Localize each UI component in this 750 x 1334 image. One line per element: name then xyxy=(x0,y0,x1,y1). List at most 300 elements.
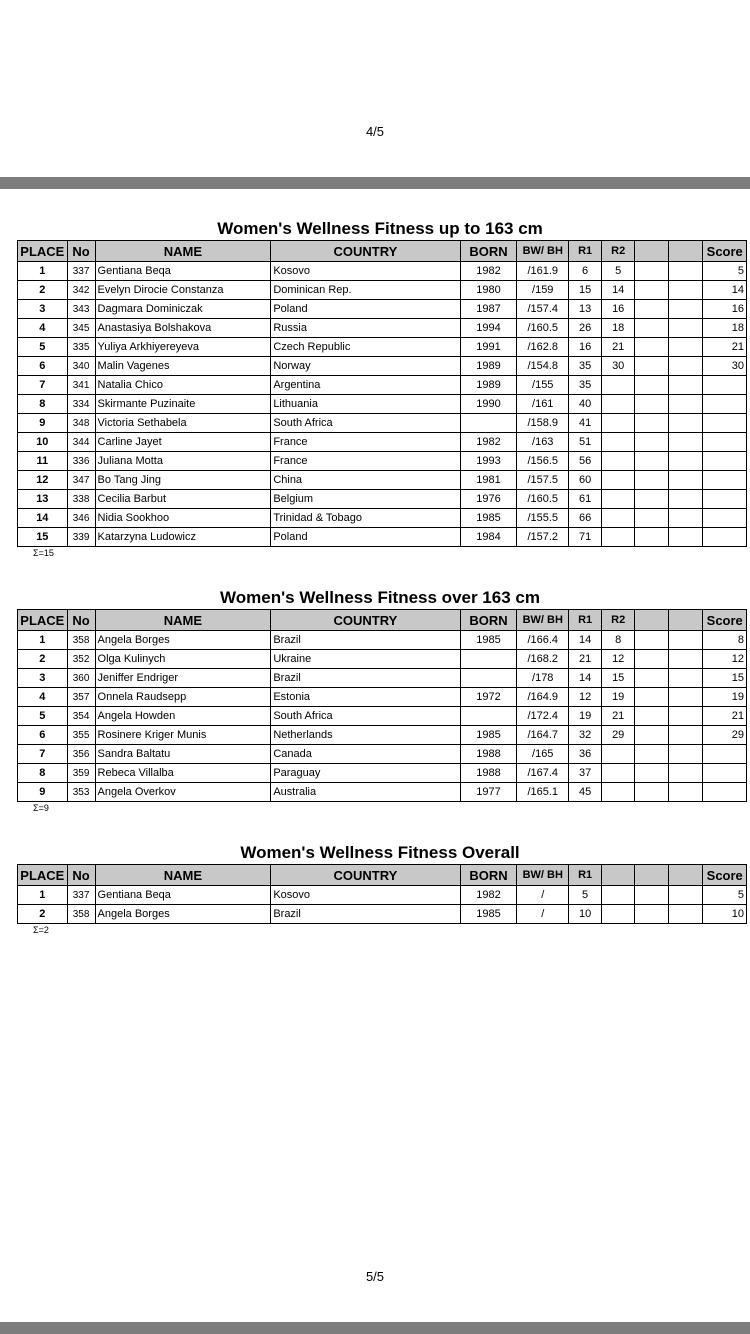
place-cell: 4 xyxy=(18,688,68,707)
score-cell xyxy=(703,414,747,433)
table-row xyxy=(18,395,747,414)
header-blank xyxy=(669,241,703,262)
place-cell: 2 xyxy=(18,281,68,300)
header-score: Score xyxy=(703,241,747,262)
r2-cell xyxy=(602,745,635,764)
table-row xyxy=(18,783,747,802)
number-cell: 354 xyxy=(67,707,95,726)
r1-cell: 21 xyxy=(569,650,602,669)
r1-cell: 26 xyxy=(569,319,602,338)
place-cell: 8 xyxy=(18,395,68,414)
born-cell xyxy=(460,707,517,726)
blank-cell xyxy=(635,395,669,414)
blank-cell xyxy=(635,357,669,376)
bw-bh-cell: / xyxy=(517,886,569,905)
header-r2 xyxy=(602,865,635,886)
name-cell: Juliana Motta xyxy=(95,452,271,471)
r1-cell: 51 xyxy=(569,433,602,452)
score-cell: 10 xyxy=(703,905,747,924)
blank-cell xyxy=(669,707,703,726)
header-born: BORN xyxy=(460,865,517,886)
blank-cell xyxy=(635,528,669,547)
table-row xyxy=(18,631,747,650)
country-cell: Estonia xyxy=(271,688,460,707)
born-cell: 1987 xyxy=(460,300,517,319)
r1-cell: 66 xyxy=(569,509,602,528)
born-cell: 1985 xyxy=(460,509,517,528)
header-country: COUNTRY xyxy=(271,610,460,631)
table-row xyxy=(18,414,747,433)
blank-cell xyxy=(635,262,669,281)
header-bw: BW/ BH xyxy=(517,241,569,262)
country-cell: Poland xyxy=(271,528,460,547)
score-cell: 30 xyxy=(703,357,747,376)
born-cell xyxy=(460,414,517,433)
place-cell: 14 xyxy=(18,509,68,528)
r2-cell xyxy=(602,452,635,471)
score-cell: 8 xyxy=(703,631,747,650)
country-cell: Czech Republic xyxy=(271,338,460,357)
number-cell: 347 xyxy=(67,471,95,490)
header-r1: R1 xyxy=(569,865,602,886)
born-cell: 1993 xyxy=(460,452,517,471)
number-cell: 336 xyxy=(67,452,95,471)
section-title: Women's Wellness Fitness up to 163 cm xyxy=(217,219,543,238)
number-cell: 338 xyxy=(67,490,95,509)
r2-cell: 18 xyxy=(602,319,635,338)
r2-cell: 21 xyxy=(602,707,635,726)
number-cell: 335 xyxy=(67,338,95,357)
blank-cell xyxy=(635,650,669,669)
r1-cell: 40 xyxy=(569,395,602,414)
blank-cell xyxy=(669,783,703,802)
country-cell: Dominican Rep. xyxy=(271,281,460,300)
blank-cell xyxy=(669,376,703,395)
name-cell: Jeniffer Endriger xyxy=(95,669,271,688)
place-cell: 7 xyxy=(18,376,68,395)
born-cell: 1985 xyxy=(460,631,517,650)
r1-cell: 10 xyxy=(569,905,602,924)
r1-cell: 36 xyxy=(569,745,602,764)
country-cell: China xyxy=(271,471,460,490)
bw-bh-cell: /158.9 xyxy=(517,414,569,433)
number-cell: 355 xyxy=(67,726,95,745)
name-cell: Rosinere Kriger Munis xyxy=(95,726,271,745)
country-cell: Brazil xyxy=(271,669,460,688)
bw-bh-cell: /167.4 xyxy=(517,764,569,783)
blank-cell xyxy=(669,281,703,300)
bw-bh-cell: /164.9 xyxy=(517,688,569,707)
table-row xyxy=(18,650,747,669)
country-cell: Trinidad & Tobago xyxy=(271,509,460,528)
blank-cell xyxy=(669,319,703,338)
score-cell xyxy=(703,376,747,395)
table-row xyxy=(18,357,747,376)
born-cell: 1982 xyxy=(460,262,517,281)
competitor-count: Σ=2 xyxy=(33,925,49,935)
bw-bh-cell: /163 xyxy=(517,433,569,452)
r1-cell: 35 xyxy=(569,357,602,376)
section-title: Women's Wellness Fitness Overall xyxy=(240,843,520,862)
name-cell: Skirmante Puzinaite xyxy=(95,395,271,414)
name-cell: Nidia Sookhoo xyxy=(95,509,271,528)
bw-bh-cell: /157.2 xyxy=(517,528,569,547)
r2-cell xyxy=(602,376,635,395)
blank-cell xyxy=(635,433,669,452)
blank-cell xyxy=(635,669,669,688)
page-number-top: 4/5 xyxy=(365,124,385,139)
blank-cell xyxy=(635,783,669,802)
table-row xyxy=(18,319,747,338)
born-cell: 1981 xyxy=(460,471,517,490)
r2-cell: 14 xyxy=(602,281,635,300)
country-cell: Kosovo xyxy=(271,886,460,905)
table-row xyxy=(18,764,747,783)
page-number-bottom: 5/5 xyxy=(365,1269,385,1284)
name-cell: Gentiana Beqa xyxy=(95,886,271,905)
section-title: Women's Wellness Fitness over 163 cm xyxy=(220,588,540,607)
r2-cell: 21 xyxy=(602,338,635,357)
born-cell: 1985 xyxy=(460,726,517,745)
bw-bh-cell: /168.2 xyxy=(517,650,569,669)
score-cell: 19 xyxy=(703,688,747,707)
r2-cell: 15 xyxy=(602,669,635,688)
born-cell: 1984 xyxy=(460,528,517,547)
bw-bh-cell: /178 xyxy=(517,669,569,688)
r2-cell xyxy=(602,490,635,509)
born-cell: 1989 xyxy=(460,357,517,376)
place-cell: 4 xyxy=(18,319,68,338)
r2-cell: 5 xyxy=(602,262,635,281)
score-cell xyxy=(703,509,747,528)
score-cell xyxy=(703,452,747,471)
r2-cell xyxy=(602,886,635,905)
header-bw: BW/ BH xyxy=(517,865,569,886)
name-cell: Olga Kulinych xyxy=(95,650,271,669)
place-cell: 11 xyxy=(18,452,68,471)
number-cell: 358 xyxy=(67,631,95,650)
header-bw: BW/ BH xyxy=(517,610,569,631)
r2-cell xyxy=(602,905,635,924)
blank-cell xyxy=(635,376,669,395)
blank-cell xyxy=(669,650,703,669)
table-row xyxy=(18,688,747,707)
header-place: PLACE xyxy=(18,241,68,262)
score-cell: 21 xyxy=(703,707,747,726)
number-cell: 353 xyxy=(67,783,95,802)
header-name: NAME xyxy=(95,610,271,631)
r1-cell: 37 xyxy=(569,764,602,783)
number-cell: 346 xyxy=(67,509,95,528)
blank-cell xyxy=(669,338,703,357)
r1-cell: 5 xyxy=(569,886,602,905)
country-cell: Australia xyxy=(271,783,460,802)
name-cell: Evelyn Dirocie Constanza xyxy=(95,281,271,300)
bw-bh-cell: /156.5 xyxy=(517,452,569,471)
country-cell: Belgium xyxy=(271,490,460,509)
bw-bh-cell: /154.8 xyxy=(517,357,569,376)
blank-cell xyxy=(669,726,703,745)
bw-bh-cell: /161.9 xyxy=(517,262,569,281)
r2-cell xyxy=(602,414,635,433)
name-cell: Bo Tang Jing xyxy=(95,471,271,490)
table-row xyxy=(18,471,747,490)
bw-bh-cell: /164.7 xyxy=(517,726,569,745)
header-no: No xyxy=(67,241,95,262)
born-cell: 1989 xyxy=(460,376,517,395)
blank-cell xyxy=(635,300,669,319)
blank-cell xyxy=(669,764,703,783)
born-cell: 1982 xyxy=(460,433,517,452)
born-cell: 1985 xyxy=(460,905,517,924)
place-cell: 1 xyxy=(18,262,68,281)
header-r1: R1 xyxy=(569,610,602,631)
r2-cell xyxy=(602,528,635,547)
blank-cell xyxy=(635,905,669,924)
score-cell: 12 xyxy=(703,650,747,669)
number-cell: 359 xyxy=(67,764,95,783)
blank-cell xyxy=(635,886,669,905)
results-table xyxy=(17,240,747,547)
table-row xyxy=(18,745,747,764)
name-cell: Dagmara Dominiczak xyxy=(95,300,271,319)
header-place: PLACE xyxy=(18,865,68,886)
r1-cell: 41 xyxy=(569,414,602,433)
blank-cell xyxy=(635,414,669,433)
bw-bh-cell: /155.5 xyxy=(517,509,569,528)
r2-cell: 8 xyxy=(602,631,635,650)
place-cell: 2 xyxy=(18,905,68,924)
place-cell: 6 xyxy=(18,726,68,745)
header-r1: R1 xyxy=(569,241,602,262)
section-over-163 xyxy=(17,587,747,814)
r1-cell: 12 xyxy=(569,688,602,707)
bw-bh-cell: /166.4 xyxy=(517,631,569,650)
blank-cell xyxy=(635,631,669,650)
r1-cell: 14 xyxy=(569,669,602,688)
score-cell: 14 xyxy=(703,281,747,300)
number-cell: 334 xyxy=(67,395,95,414)
name-cell: Rebeca Villalba xyxy=(95,764,271,783)
blank-cell xyxy=(635,452,669,471)
name-cell: Katarzyna Ludowicz xyxy=(95,528,271,547)
name-cell: Angela Borges xyxy=(95,905,271,924)
bw-bh-cell: /172.4 xyxy=(517,707,569,726)
place-cell: 15 xyxy=(18,528,68,547)
header-blank xyxy=(669,865,703,886)
born-cell: 1972 xyxy=(460,688,517,707)
name-cell: Yuliya Arkhiyereyeva xyxy=(95,338,271,357)
header-no: No xyxy=(67,610,95,631)
bw-bh-cell: /157.5 xyxy=(517,471,569,490)
place-cell: 12 xyxy=(18,471,68,490)
competitor-count: Σ=9 xyxy=(33,803,49,813)
blank-cell xyxy=(669,509,703,528)
country-cell: France xyxy=(271,433,460,452)
country-cell: Russia xyxy=(271,319,460,338)
r2-cell xyxy=(602,395,635,414)
blank-cell xyxy=(669,300,703,319)
results-table xyxy=(17,609,747,802)
place-cell: 2 xyxy=(18,650,68,669)
blank-cell xyxy=(635,707,669,726)
country-cell: Brazil xyxy=(271,631,460,650)
blank-cell xyxy=(635,319,669,338)
country-cell: Paraguay xyxy=(271,764,460,783)
born-cell: 1994 xyxy=(460,319,517,338)
score-cell: 16 xyxy=(703,300,747,319)
blank-cell xyxy=(635,490,669,509)
bw-bh-cell: /157.4 xyxy=(517,300,569,319)
number-cell: 357 xyxy=(67,688,95,707)
r1-cell: 16 xyxy=(569,338,602,357)
born-cell: 1991 xyxy=(460,338,517,357)
country-cell: Lithuania xyxy=(271,395,460,414)
r2-cell: 12 xyxy=(602,650,635,669)
born-cell: 1982 xyxy=(460,886,517,905)
table-row xyxy=(18,490,747,509)
score-cell: 29 xyxy=(703,726,747,745)
page-separator xyxy=(0,177,750,189)
name-cell: Anastasiya Bolshakova xyxy=(95,319,271,338)
place-cell: 9 xyxy=(18,783,68,802)
table-row xyxy=(18,281,747,300)
score-cell xyxy=(703,764,747,783)
r2-cell xyxy=(602,509,635,528)
score-cell: 15 xyxy=(703,669,747,688)
country-cell: France xyxy=(271,452,460,471)
r1-cell: 71 xyxy=(569,528,602,547)
blank-cell xyxy=(669,395,703,414)
name-cell: Angela Overkov xyxy=(95,783,271,802)
table-row xyxy=(18,509,747,528)
r2-cell xyxy=(602,433,635,452)
table-row xyxy=(18,300,747,319)
number-cell: 342 xyxy=(67,281,95,300)
place-cell: 1 xyxy=(18,631,68,650)
header-name: NAME xyxy=(95,241,271,262)
place-cell: 8 xyxy=(18,764,68,783)
country-cell: Brazil xyxy=(271,905,460,924)
country-cell: Netherlands xyxy=(271,726,460,745)
country-cell: Argentina xyxy=(271,376,460,395)
place-cell: 9 xyxy=(18,414,68,433)
name-cell: Victoria Sethabela xyxy=(95,414,271,433)
country-cell: Norway xyxy=(271,357,460,376)
r1-cell: 61 xyxy=(569,490,602,509)
score-cell xyxy=(703,395,747,414)
bw-bh-cell: /161 xyxy=(517,395,569,414)
r1-cell: 6 xyxy=(569,262,602,281)
country-cell: Canada xyxy=(271,745,460,764)
blank-cell xyxy=(669,528,703,547)
place-cell: 13 xyxy=(18,490,68,509)
number-cell: 339 xyxy=(67,528,95,547)
table-row xyxy=(18,726,747,745)
table-row xyxy=(18,669,747,688)
place-cell: 10 xyxy=(18,433,68,452)
score-cell xyxy=(703,433,747,452)
number-cell: 345 xyxy=(67,319,95,338)
country-cell: South Africa xyxy=(271,414,460,433)
results-table xyxy=(17,864,747,924)
bw-bh-cell: /159 xyxy=(517,281,569,300)
blank-cell xyxy=(635,688,669,707)
blank-cell xyxy=(669,669,703,688)
r1-cell: 35 xyxy=(569,376,602,395)
header-blank xyxy=(635,865,669,886)
r2-cell: 16 xyxy=(602,300,635,319)
blank-cell xyxy=(669,414,703,433)
blank-cell xyxy=(669,433,703,452)
bw-bh-cell: /162.8 xyxy=(517,338,569,357)
blank-cell xyxy=(669,905,703,924)
number-cell: 348 xyxy=(67,414,95,433)
blank-cell xyxy=(669,688,703,707)
place-cell: 5 xyxy=(18,338,68,357)
blank-cell xyxy=(635,745,669,764)
blank-cell xyxy=(669,357,703,376)
number-cell: 343 xyxy=(67,300,95,319)
name-cell: Cecilia Barbut xyxy=(95,490,271,509)
name-cell: Angela Howden xyxy=(95,707,271,726)
r2-cell: 30 xyxy=(602,357,635,376)
country-cell: Poland xyxy=(271,300,460,319)
score-cell xyxy=(703,471,747,490)
number-cell: 352 xyxy=(67,650,95,669)
bw-bh-cell: /165 xyxy=(517,745,569,764)
score-cell: 5 xyxy=(703,886,747,905)
table-row xyxy=(18,905,747,924)
place-cell: 1 xyxy=(18,886,68,905)
header-no: No xyxy=(67,865,95,886)
page-bottom-bar xyxy=(0,1322,750,1334)
name-cell: Malin Vagenes xyxy=(95,357,271,376)
name-cell: Onnela Raudsepp xyxy=(95,688,271,707)
born-cell: 1990 xyxy=(460,395,517,414)
r1-cell: 19 xyxy=(569,707,602,726)
header-country: COUNTRY xyxy=(271,241,460,262)
bw-bh-cell: /160.5 xyxy=(517,490,569,509)
header-r2: R2 xyxy=(602,610,635,631)
number-cell: 337 xyxy=(67,886,95,905)
blank-cell xyxy=(669,471,703,490)
header-r2: R2 xyxy=(602,241,635,262)
blank-cell xyxy=(669,490,703,509)
blank-cell xyxy=(669,745,703,764)
blank-cell xyxy=(635,726,669,745)
score-cell: 18 xyxy=(703,319,747,338)
table-row xyxy=(18,528,747,547)
score-cell xyxy=(703,783,747,802)
r1-cell: 32 xyxy=(569,726,602,745)
table-row xyxy=(18,338,747,357)
country-cell: South Africa xyxy=(271,707,460,726)
header-score: Score xyxy=(703,865,747,886)
r1-cell: 13 xyxy=(569,300,602,319)
born-cell: 1977 xyxy=(460,783,517,802)
blank-cell xyxy=(669,631,703,650)
header-blank xyxy=(635,241,669,262)
place-cell: 3 xyxy=(18,669,68,688)
name-cell: Natalia Chico xyxy=(95,376,271,395)
name-cell: Angela Borges xyxy=(95,631,271,650)
r2-cell: 19 xyxy=(602,688,635,707)
r2-cell xyxy=(602,764,635,783)
name-cell: Carline Jayet xyxy=(95,433,271,452)
country-cell: Ukraine xyxy=(271,650,460,669)
competitor-count: Σ=15 xyxy=(33,548,54,558)
